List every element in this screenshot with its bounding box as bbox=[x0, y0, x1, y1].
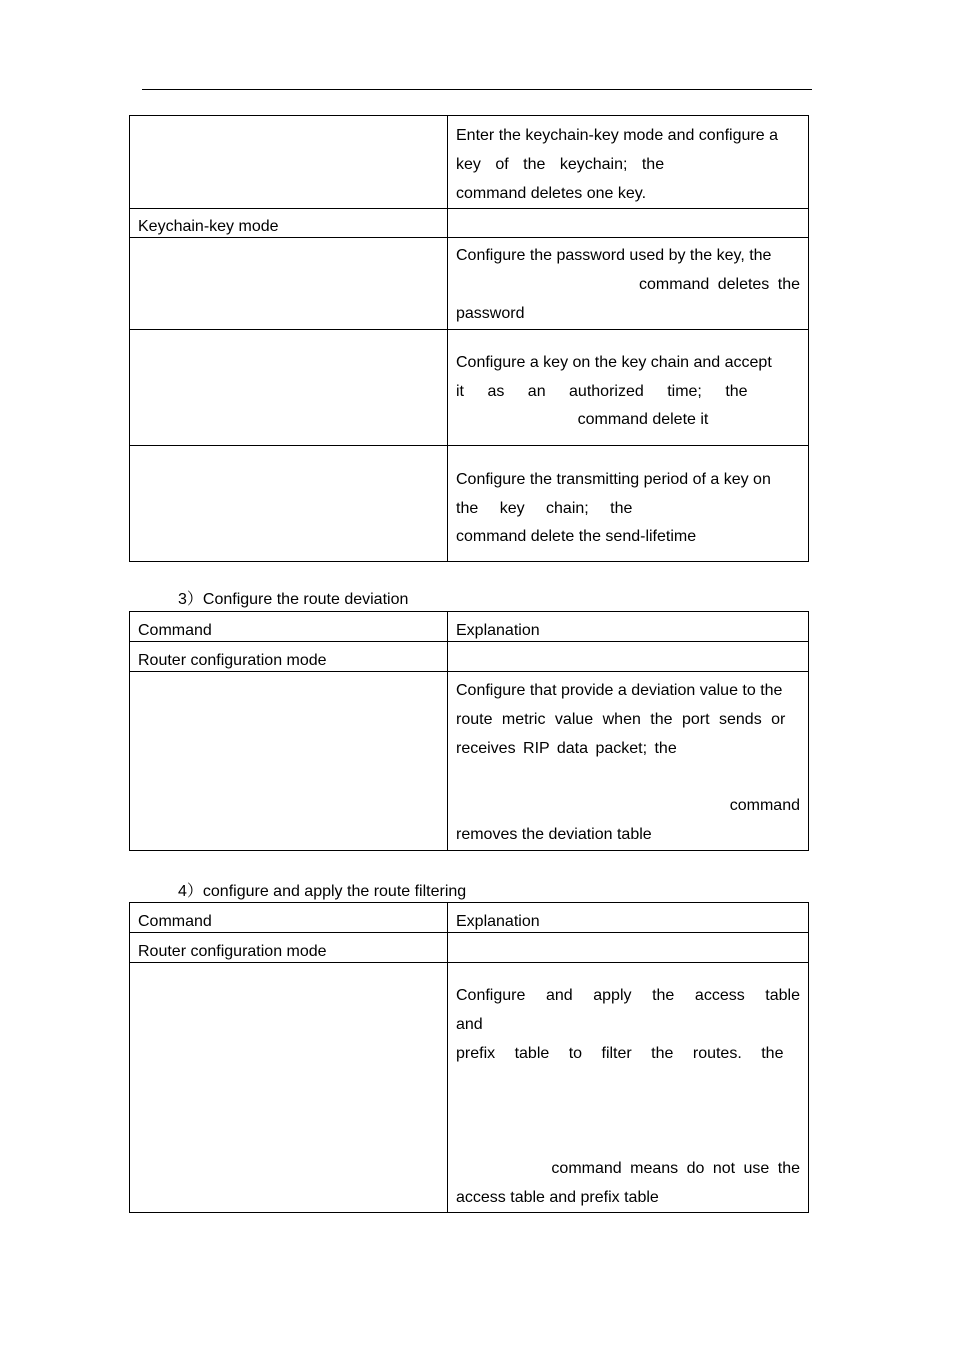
route-deviation-table bbox=[129, 611, 809, 851]
explanation-line: it as an authorized time; the bbox=[456, 382, 748, 400]
section-heading-route-filtering: 4）configure and apply the route filtering bbox=[178, 883, 467, 900]
mode-label-cell: Router configuration mode bbox=[130, 642, 448, 672]
explanation-cell bbox=[448, 329, 809, 445]
explanation-cell bbox=[448, 209, 809, 238]
explanation-line: removes the deviation table bbox=[456, 825, 652, 843]
explanation-line: Configure a key on the key chain and accept bbox=[456, 353, 772, 371]
command-cell bbox=[130, 329, 448, 445]
table-row bbox=[130, 642, 809, 672]
column-header-explanation: Explanation bbox=[448, 612, 809, 642]
explanation-line: route metric value when the port sends or bbox=[456, 710, 786, 728]
column-header-explanation: Explanation bbox=[448, 903, 809, 933]
explanation-line: command means do not use the bbox=[551, 1159, 800, 1177]
mode-label-cell: Router configuration mode bbox=[130, 933, 448, 963]
table-row bbox=[130, 963, 809, 1213]
explanation-cell bbox=[448, 672, 809, 851]
explanation-line: key of the keychain; the bbox=[456, 155, 665, 173]
explanation-line-blank bbox=[456, 1126, 800, 1155]
explanation-line: access table and prefix table bbox=[456, 1188, 659, 1206]
column-header-command: Command bbox=[130, 903, 448, 933]
explanation-line: Configure that provide a deviation value to the bbox=[456, 682, 783, 699]
explanation-line: prefix table to filter the routes. the bbox=[456, 1044, 784, 1062]
explanation-line: command bbox=[729, 797, 800, 815]
explanation-cell bbox=[448, 963, 809, 1213]
command-cell bbox=[130, 672, 448, 851]
explanation-line-blank bbox=[456, 1068, 800, 1097]
explanation-line: Configure the password used by the key, the bbox=[456, 247, 772, 265]
table-row bbox=[130, 329, 809, 445]
explanation-line: receives RIP data packet; the bbox=[456, 739, 677, 757]
column-header-command: Command bbox=[130, 612, 448, 642]
table-header-row bbox=[130, 612, 809, 642]
command-cell bbox=[130, 116, 448, 209]
explanation-cell bbox=[448, 238, 809, 329]
table-row bbox=[130, 116, 809, 209]
table-row bbox=[130, 933, 809, 963]
mode-label-cell: Keychain-key mode bbox=[130, 209, 448, 238]
explanation-line: command deletes the bbox=[639, 276, 800, 294]
command-cell bbox=[130, 238, 448, 329]
table-row bbox=[130, 238, 809, 329]
command-cell bbox=[130, 445, 448, 561]
table-row bbox=[130, 209, 809, 238]
explanation-line: Enter the keychain-key mode and configure a bbox=[456, 127, 778, 144]
explanation-cell bbox=[448, 116, 809, 209]
table-row bbox=[130, 672, 809, 851]
route-filtering-table bbox=[129, 902, 809, 1213]
table-row bbox=[130, 445, 809, 561]
header-rule bbox=[142, 89, 812, 90]
explanation-line: command delete it bbox=[577, 411, 709, 429]
explanation-line-blank bbox=[456, 1097, 800, 1126]
explanation-line: the key chain; the bbox=[456, 499, 633, 517]
explanation-line: password bbox=[456, 304, 525, 322]
section-heading-route-deviation: 3）Configure the route deviation bbox=[178, 591, 409, 608]
command-cell bbox=[130, 963, 448, 1213]
explanation-line: command deletes one key. bbox=[456, 184, 647, 202]
explanation-cell bbox=[448, 445, 809, 561]
explanation-line-blank bbox=[456, 763, 800, 792]
explanation-cell bbox=[448, 642, 809, 672]
explanation-line: command delete the send-lifetime bbox=[456, 528, 697, 546]
explanation-cell bbox=[448, 933, 809, 963]
explanation-line: Configure and apply the access table and bbox=[456, 987, 800, 1033]
explanation-line: Configure the transmitting period of a key on bbox=[456, 470, 771, 488]
keychain-command-table bbox=[129, 115, 809, 562]
table-header-row bbox=[130, 903, 809, 933]
